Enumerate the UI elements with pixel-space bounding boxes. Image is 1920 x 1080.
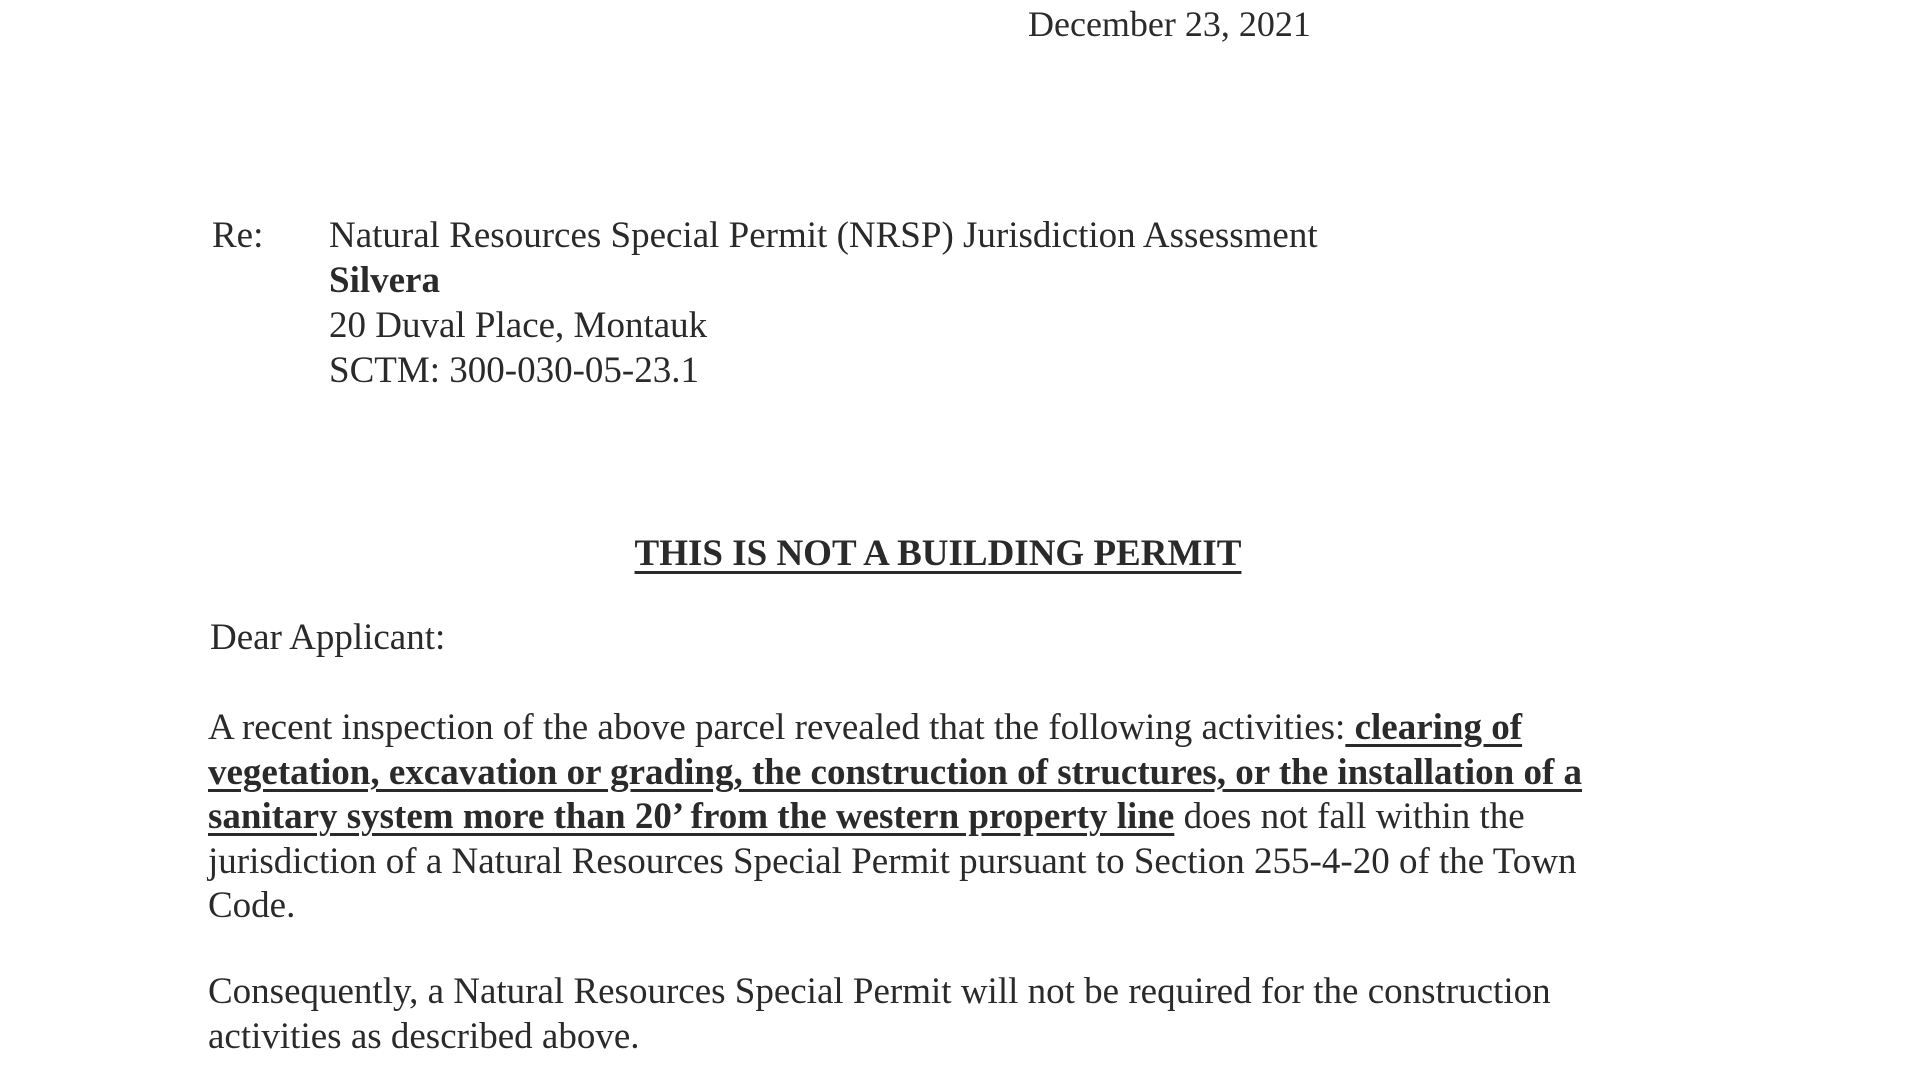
notice-heading-text: THIS IS NOT A BUILDING PERMIT	[634, 533, 1242, 574]
re-label: Re:	[212, 215, 264, 256]
re-sctm: SCTM: 300-030-05-23.1	[329, 350, 699, 391]
re-subject: Natural Resources Special Permit (NRSP) Jurisdiction Assessment	[329, 215, 1318, 256]
re-applicant-name: Silvera	[329, 260, 440, 301]
paragraph-inspection-intro: A recent inspection of the above parcel revealed that the following activities:	[208, 707, 1346, 748]
salutation: Dear Applicant:	[210, 617, 446, 658]
paragraph-consequence: Consequently, a Natural Resources Special Permit will not be required for the construction activities as described above.	[208, 971, 1551, 1057]
re-details	[329, 213, 1318, 393]
paragraph-inspection-conclusion: does not fall within the jurisdiction of a Natural Resources Special Permit pursuant to Section 255-4-20 of the Town Code.	[208, 796, 1577, 926]
paragraph-inspection-activities: clearing of vegetation, excavation or grading, the construction of structures, or the installation of a sanitary system more than 20’ from the western property line	[208, 707, 1583, 837]
notice-heading	[0, 530, 1876, 578]
paragraph-inspection	[208, 706, 1668, 929]
letter-date: December 23, 2021	[1028, 4, 1311, 44]
re-address: 20 Duval Place, Montauk	[329, 305, 708, 346]
